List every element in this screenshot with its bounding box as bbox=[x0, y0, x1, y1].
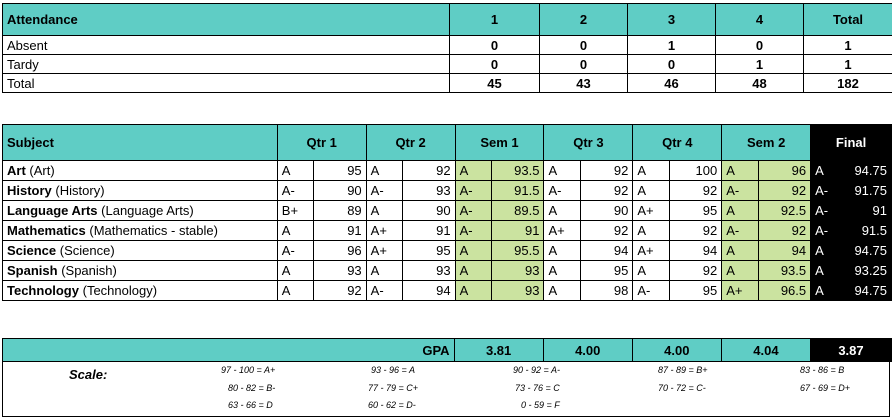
letter-grade-cell: A- bbox=[455, 221, 491, 241]
letter-grade-cell: A- bbox=[366, 281, 402, 301]
scale-entry: 67 - 69 = D+ bbox=[800, 383, 851, 393]
letter-grade-cell: A bbox=[277, 261, 313, 281]
grade-row bbox=[3, 241, 892, 261]
attendance-header-q2: 2 bbox=[540, 4, 628, 36]
attendance-table bbox=[2, 3, 892, 93]
attendance-header-row bbox=[3, 4, 892, 36]
score-cell: 91 bbox=[839, 201, 892, 221]
scale-entry: 80 - 82 = B- bbox=[228, 383, 276, 393]
letter-grade-cell: A bbox=[277, 281, 313, 301]
score-cell: 96.5 bbox=[758, 281, 811, 301]
score-cell: 100 bbox=[669, 161, 722, 181]
score-cell: 94.75 bbox=[839, 241, 892, 261]
subject-name: Spanish bbox=[7, 263, 58, 278]
attendance-row-tardy bbox=[3, 55, 892, 74]
letter-grade-cell: A bbox=[544, 261, 580, 281]
score-cell: 95 bbox=[669, 201, 722, 221]
letter-grade-cell: A bbox=[455, 161, 491, 181]
scale-entry: 73 - 76 = C bbox=[515, 383, 560, 393]
score-cell: 92.5 bbox=[758, 201, 811, 221]
attendance-header-q4: 4 bbox=[716, 4, 804, 36]
score-cell: 89.5 bbox=[491, 201, 544, 221]
letter-grade-cell: A- bbox=[722, 221, 758, 241]
grade-subject-cell bbox=[3, 201, 278, 221]
score-cell: 89 bbox=[314, 201, 367, 221]
grades-header-qtr4: Qtr 4 bbox=[633, 125, 722, 161]
attendance-cell: 0 bbox=[628, 55, 716, 74]
score-cell: 96 bbox=[314, 241, 367, 261]
score-cell: 95 bbox=[403, 241, 456, 261]
score-cell: 94 bbox=[580, 241, 633, 261]
grades-header-final: Final bbox=[811, 125, 892, 161]
letter-grade-cell: A bbox=[366, 201, 402, 221]
grade-subject-cell bbox=[3, 161, 278, 181]
scale-entry: 77 - 79 = C+ bbox=[368, 383, 419, 393]
course-name: (Language Arts) bbox=[101, 203, 194, 218]
attendance-row-absent bbox=[3, 36, 892, 55]
score-cell: 93 bbox=[403, 181, 456, 201]
subject-name: History bbox=[7, 183, 52, 198]
attendance-cell: 48 bbox=[716, 74, 804, 93]
letter-grade-cell: A bbox=[633, 161, 669, 181]
gpa-row bbox=[3, 339, 892, 362]
score-cell: 93 bbox=[403, 261, 456, 281]
letter-grade-cell: A+ bbox=[366, 241, 402, 261]
letter-grade-cell: A bbox=[811, 161, 839, 181]
attendance-cell: 45 bbox=[450, 74, 540, 93]
score-cell: 95 bbox=[580, 261, 633, 281]
letter-grade-cell: A- bbox=[811, 221, 839, 241]
attendance-cell: 0 bbox=[450, 55, 540, 74]
score-cell: 91 bbox=[314, 221, 367, 241]
letter-grade-cell: A bbox=[544, 281, 580, 301]
letter-grade-cell: A- bbox=[366, 181, 402, 201]
scale-entry: 87 - 89 = B+ bbox=[658, 365, 708, 375]
grade-subject-cell bbox=[3, 281, 278, 301]
grades-header-qtr1: Qtr 1 bbox=[277, 125, 366, 161]
letter-grade-cell: A bbox=[277, 221, 313, 241]
grade-row bbox=[3, 161, 892, 181]
score-cell: 91.5 bbox=[491, 181, 544, 201]
grade-subject-cell bbox=[3, 261, 278, 281]
score-cell: 95 bbox=[669, 281, 722, 301]
grade-row bbox=[3, 201, 892, 221]
letter-grade-cell: A bbox=[811, 261, 839, 281]
scale-entry: 70 - 72 = C- bbox=[658, 383, 706, 393]
gpa-label: GPA bbox=[3, 339, 455, 362]
letter-grade-cell: A+ bbox=[722, 281, 758, 301]
letter-grade-cell: A- bbox=[544, 181, 580, 201]
gpa-table bbox=[2, 338, 892, 362]
course-name: (Science) bbox=[59, 243, 115, 258]
score-cell: 90 bbox=[403, 201, 456, 221]
letter-grade-cell: A bbox=[811, 281, 839, 301]
gpa-value-final: 3.87 bbox=[810, 339, 891, 362]
letter-grade-cell: A bbox=[722, 161, 758, 181]
grade-subject-cell bbox=[3, 221, 278, 241]
score-cell: 93.5 bbox=[758, 261, 811, 281]
letter-grade-cell: A bbox=[544, 241, 580, 261]
subject-name: Mathematics bbox=[7, 223, 86, 238]
grades-body bbox=[3, 161, 892, 301]
grade-row bbox=[3, 261, 892, 281]
letter-grade-cell: A bbox=[633, 261, 669, 281]
score-cell: 93.5 bbox=[491, 161, 544, 181]
score-cell: 91 bbox=[491, 221, 544, 241]
letter-grade-cell: A+ bbox=[633, 241, 669, 261]
score-cell: 91.5 bbox=[839, 221, 892, 241]
letter-grade-cell: A- bbox=[455, 181, 491, 201]
score-cell: 93.25 bbox=[839, 261, 892, 281]
course-name: (History) bbox=[55, 183, 105, 198]
scale-label: Scale: bbox=[69, 367, 108, 382]
letter-grade-cell: A bbox=[722, 241, 758, 261]
score-cell: 92 bbox=[580, 161, 633, 181]
attendance-cell: 0 bbox=[716, 36, 804, 55]
score-cell: 92 bbox=[314, 281, 367, 301]
letter-grade-cell: A bbox=[544, 201, 580, 221]
score-cell: 92 bbox=[580, 221, 633, 241]
letter-grade-cell: A bbox=[722, 261, 758, 281]
score-cell: 94 bbox=[669, 241, 722, 261]
letter-grade-cell: A bbox=[811, 241, 839, 261]
score-cell: 90 bbox=[314, 181, 367, 201]
letter-grade-cell: A bbox=[277, 161, 313, 181]
letter-grade-cell: A bbox=[722, 201, 758, 221]
score-cell: 98 bbox=[580, 281, 633, 301]
gpa-value-qtr3: 4.00 bbox=[543, 339, 632, 362]
grades-header-qtr2: Qtr 2 bbox=[366, 125, 455, 161]
gpa-value-sem2: 4.04 bbox=[721, 339, 810, 362]
letter-grade-cell: A bbox=[455, 281, 491, 301]
grades-header-qtr3: Qtr 3 bbox=[544, 125, 633, 161]
scale-entry: 83 - 86 = B bbox=[800, 365, 845, 375]
scale-entry: 90 - 92 = A- bbox=[513, 365, 560, 375]
scale-entry: 63 - 66 = D bbox=[228, 400, 273, 410]
score-cell: 91 bbox=[403, 221, 456, 241]
attendance-cell: 1 bbox=[804, 36, 892, 55]
score-cell: 92 bbox=[403, 161, 456, 181]
grade-subject-cell bbox=[3, 181, 278, 201]
score-cell: 92 bbox=[669, 221, 722, 241]
course-name: (Art) bbox=[29, 163, 55, 178]
letter-grade-cell: A- bbox=[633, 281, 669, 301]
grades-header-sem1: Sem 1 bbox=[455, 125, 544, 161]
letter-grade-cell: A bbox=[633, 221, 669, 241]
course-name: (Spanish) bbox=[61, 263, 117, 278]
subject-name: Language Arts bbox=[7, 203, 98, 218]
attendance-header-q3: 3 bbox=[628, 4, 716, 36]
grades-header-subject: Subject bbox=[3, 125, 278, 161]
attendance-header-total: Total bbox=[804, 4, 892, 36]
score-cell: 92 bbox=[580, 181, 633, 201]
grading-scale bbox=[2, 362, 890, 417]
gpa-value-sem1: 3.81 bbox=[454, 339, 543, 362]
grades-header-row bbox=[3, 125, 892, 161]
letter-grade-cell: A bbox=[544, 161, 580, 181]
attendance-row-total bbox=[3, 74, 892, 93]
letter-grade-cell: A- bbox=[811, 181, 839, 201]
letter-grade-cell: A+ bbox=[366, 221, 402, 241]
gpa-value-qtr4: 4.00 bbox=[632, 339, 721, 362]
attendance-cell: 1 bbox=[804, 55, 892, 74]
letter-grade-cell: A bbox=[455, 241, 491, 261]
score-cell: 93 bbox=[491, 281, 544, 301]
score-cell: 95 bbox=[314, 161, 367, 181]
attendance-row-label: Absent bbox=[3, 36, 450, 55]
attendance-row-label: Total bbox=[3, 74, 450, 93]
score-cell: 92 bbox=[758, 181, 811, 201]
attendance-cell: 0 bbox=[540, 36, 628, 55]
attendance-header-title: Attendance bbox=[3, 4, 450, 36]
attendance-cell: 1 bbox=[716, 55, 804, 74]
score-cell: 96 bbox=[758, 161, 811, 181]
scale-entry: 93 - 96 = A bbox=[371, 365, 415, 375]
grade-row bbox=[3, 221, 892, 241]
attendance-row-label: Tardy bbox=[3, 55, 450, 74]
letter-grade-cell: A bbox=[366, 161, 402, 181]
score-cell: 92 bbox=[669, 261, 722, 281]
subject-name: Art bbox=[7, 163, 26, 178]
attendance-cell: 0 bbox=[540, 55, 628, 74]
score-cell: 95.5 bbox=[491, 241, 544, 261]
grade-row bbox=[3, 181, 892, 201]
score-cell: 91.75 bbox=[839, 181, 892, 201]
letter-grade-cell: A+ bbox=[544, 221, 580, 241]
score-cell: 94.75 bbox=[839, 161, 892, 181]
subject-name: Technology bbox=[7, 283, 79, 298]
score-cell: 92 bbox=[758, 221, 811, 241]
score-cell: 93 bbox=[314, 261, 367, 281]
grades-table bbox=[2, 124, 892, 301]
score-cell: 94 bbox=[403, 281, 456, 301]
letter-grade-cell: A- bbox=[277, 241, 313, 261]
course-name: (Mathematics - stable) bbox=[89, 223, 218, 238]
score-cell: 94.75 bbox=[839, 281, 892, 301]
letter-grade-cell: A- bbox=[811, 201, 839, 221]
letter-grade-cell: A bbox=[366, 261, 402, 281]
attendance-cell: 1 bbox=[628, 36, 716, 55]
score-cell: 90 bbox=[580, 201, 633, 221]
score-cell: 94 bbox=[758, 241, 811, 261]
score-cell: 93 bbox=[491, 261, 544, 281]
score-cell: 92 bbox=[669, 181, 722, 201]
attendance-cell: 46 bbox=[628, 74, 716, 93]
letter-grade-cell: A- bbox=[277, 181, 313, 201]
letter-grade-cell: A bbox=[455, 261, 491, 281]
grade-row bbox=[3, 281, 892, 301]
scale-entry: 60 - 62 = D- bbox=[368, 400, 416, 410]
letter-grade-cell: A- bbox=[722, 181, 758, 201]
grades-header-sem2: Sem 2 bbox=[722, 125, 811, 161]
attendance-cell: 0 bbox=[450, 36, 540, 55]
scale-entry: 97 - 100 = A+ bbox=[221, 365, 276, 375]
attendance-cell: 182 bbox=[804, 74, 892, 93]
attendance-cell: 43 bbox=[540, 74, 628, 93]
scale-entry: 0 - 59 = F bbox=[521, 400, 560, 410]
letter-grade-cell: A bbox=[633, 181, 669, 201]
letter-grade-cell: A- bbox=[455, 201, 491, 221]
course-name: (Technology) bbox=[82, 283, 158, 298]
letter-grade-cell: B+ bbox=[277, 201, 313, 221]
letter-grade-cell: A+ bbox=[633, 201, 669, 221]
attendance-header-q1: 1 bbox=[450, 4, 540, 36]
grade-subject-cell bbox=[3, 241, 278, 261]
subject-name: Science bbox=[7, 243, 57, 258]
